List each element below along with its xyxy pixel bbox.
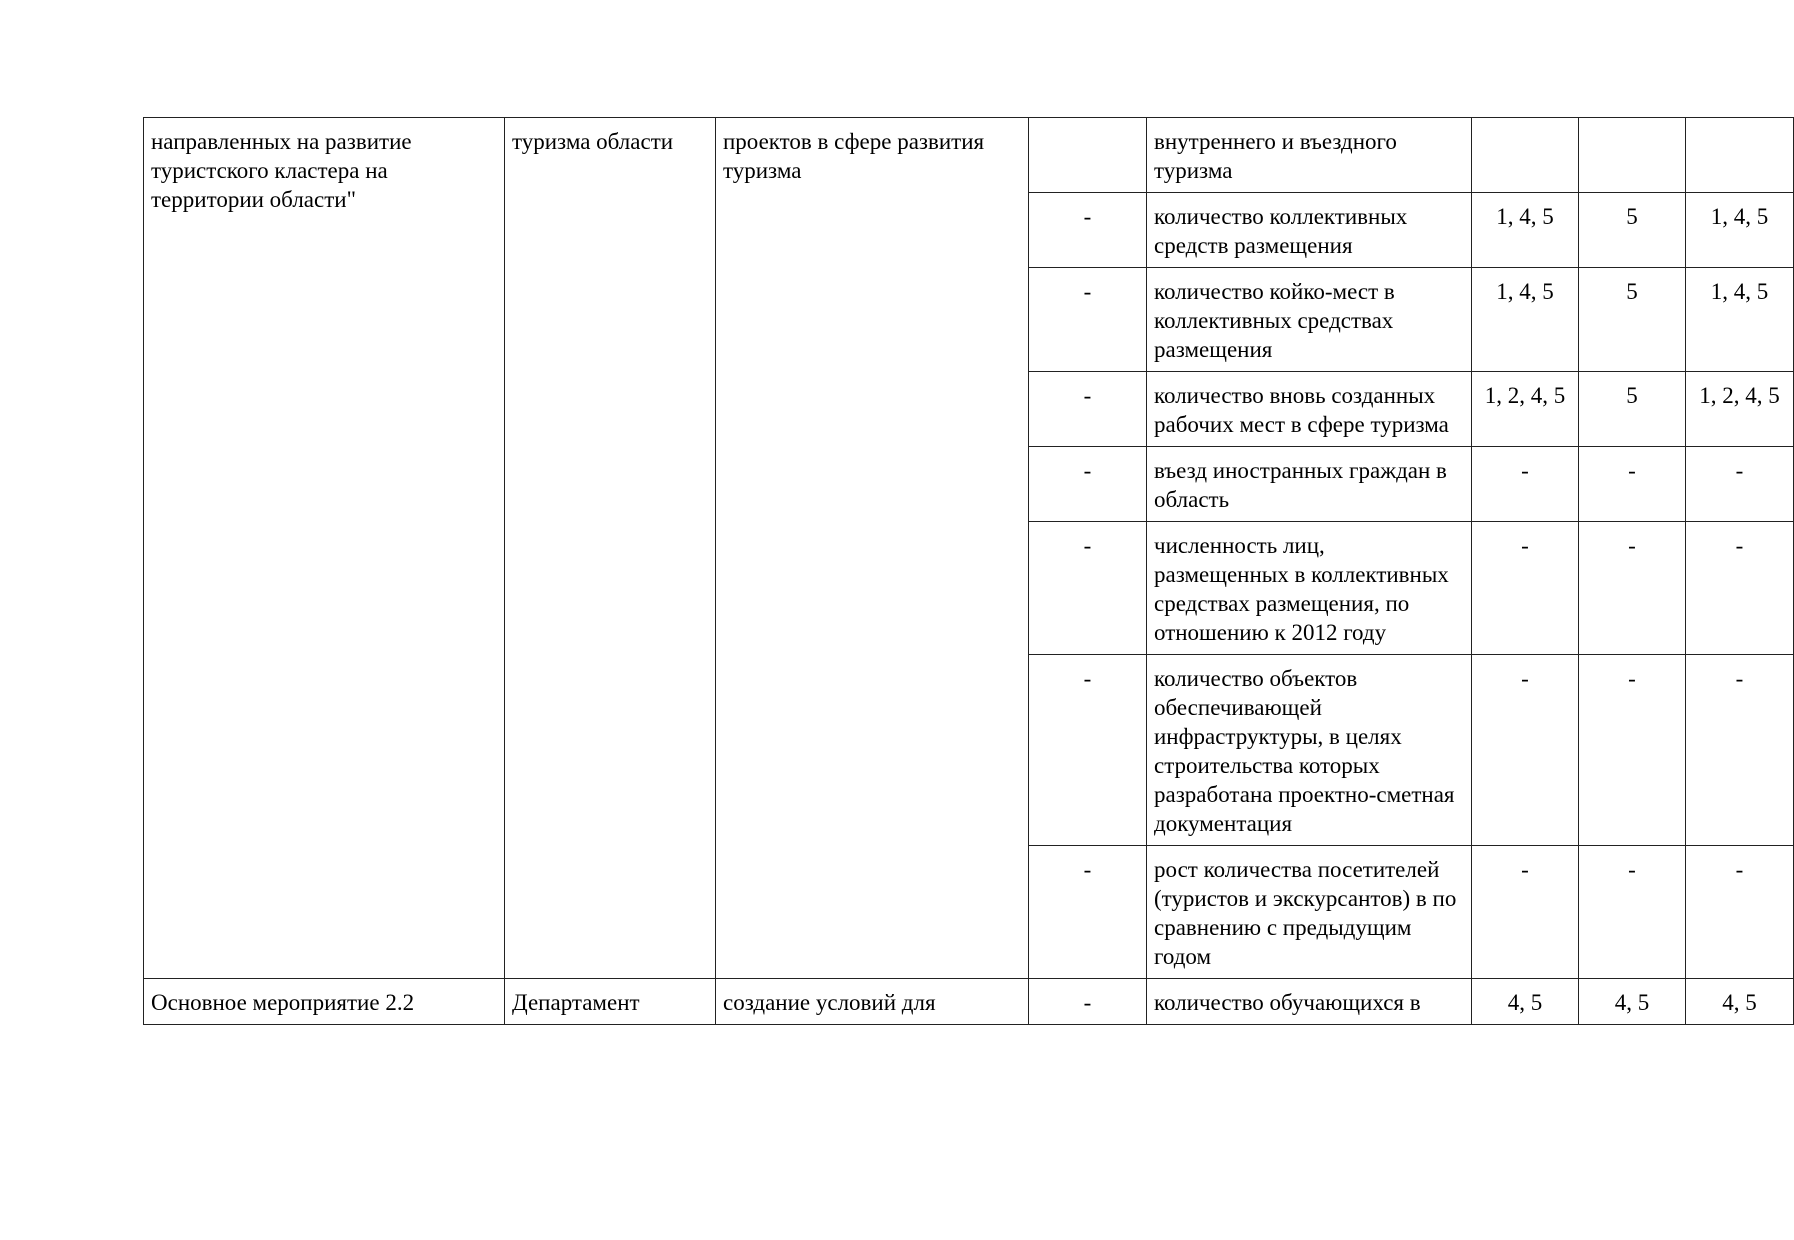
value-cell: 5 bbox=[1579, 372, 1686, 447]
measure-name-cell: Основное мероприятие 2.2 bbox=[144, 979, 505, 1025]
measure-name-cell: направленных на развитие туристского кластера на территории области" bbox=[144, 118, 505, 979]
indicator-cell: численность лиц, размещенных в коллективных средствах размещения, по отношению к 2012 году bbox=[1147, 522, 1472, 655]
mark-cell: - bbox=[1029, 655, 1147, 846]
value-cell: - bbox=[1579, 522, 1686, 655]
value-cell: - bbox=[1579, 655, 1686, 846]
value-cell: - bbox=[1686, 447, 1794, 522]
indicator-cell: внутреннего и въездного туризма bbox=[1147, 118, 1472, 193]
value-cell: - bbox=[1579, 846, 1686, 979]
value-cell: 4, 5 bbox=[1579, 979, 1686, 1025]
indicator-cell: въезд иностранных граждан в область bbox=[1147, 447, 1472, 522]
indicator-cell: рост количества посетителей (туристов и экскурсантов) в по сравнению с предыдущим годом bbox=[1147, 846, 1472, 979]
value-cell: - bbox=[1686, 655, 1794, 846]
table-wrapper bbox=[143, 117, 1780, 1025]
mark-cell: - bbox=[1029, 372, 1147, 447]
mark-cell: - bbox=[1029, 522, 1147, 655]
responsible-cell: Департамент bbox=[505, 979, 716, 1025]
value-cell: 4, 5 bbox=[1472, 979, 1579, 1025]
table-row bbox=[144, 118, 1794, 193]
mark-cell: - bbox=[1029, 193, 1147, 268]
mark-cell bbox=[1029, 118, 1147, 193]
value-cell: - bbox=[1686, 846, 1794, 979]
value-cell: - bbox=[1472, 846, 1579, 979]
responsible-cell: туризма области bbox=[505, 118, 716, 979]
value-cell: 1, 4, 5 bbox=[1686, 268, 1794, 372]
indicator-cell: количество объектов обеспечивающей инфраструктуры, в целях строительства которых разработана проектно-сметная документация bbox=[1147, 655, 1472, 846]
value-cell: - bbox=[1472, 522, 1579, 655]
indicator-cell: количество вновь созданных рабочих мест в сфере туризма bbox=[1147, 372, 1472, 447]
value-cell: 1, 4, 5 bbox=[1472, 268, 1579, 372]
mark-cell: - bbox=[1029, 447, 1147, 522]
indicator-cell: количество койко-мест в коллективных средствах размещения bbox=[1147, 268, 1472, 372]
mark-cell: - bbox=[1029, 846, 1147, 979]
expected-result-cell: создание условий для bbox=[716, 979, 1029, 1025]
mark-cell: - bbox=[1029, 979, 1147, 1025]
value-cell: 4, 5 bbox=[1686, 979, 1794, 1025]
mark-cell: - bbox=[1029, 268, 1147, 372]
measures-table bbox=[143, 117, 1794, 1025]
value-cell: 1, 4, 5 bbox=[1686, 193, 1794, 268]
value-cell: 1, 2, 4, 5 bbox=[1472, 372, 1579, 447]
value-cell: 1, 4, 5 bbox=[1472, 193, 1579, 268]
value-cell bbox=[1579, 118, 1686, 193]
indicator-cell: количество обучающихся в bbox=[1147, 979, 1472, 1025]
value-cell: - bbox=[1472, 655, 1579, 846]
value-cell: 1, 2, 4, 5 bbox=[1686, 372, 1794, 447]
expected-result-cell: проектов в сфере развития туризма bbox=[716, 118, 1029, 979]
value-cell: - bbox=[1686, 522, 1794, 655]
indicator-cell: количество коллективных средств размещения bbox=[1147, 193, 1472, 268]
value-cell: - bbox=[1579, 447, 1686, 522]
value-cell: - bbox=[1472, 447, 1579, 522]
value-cell bbox=[1472, 118, 1579, 193]
value-cell: 5 bbox=[1579, 268, 1686, 372]
table-body bbox=[144, 118, 1794, 1025]
value-cell bbox=[1686, 118, 1794, 193]
table-row bbox=[144, 979, 1794, 1025]
value-cell: 5 bbox=[1579, 193, 1686, 268]
